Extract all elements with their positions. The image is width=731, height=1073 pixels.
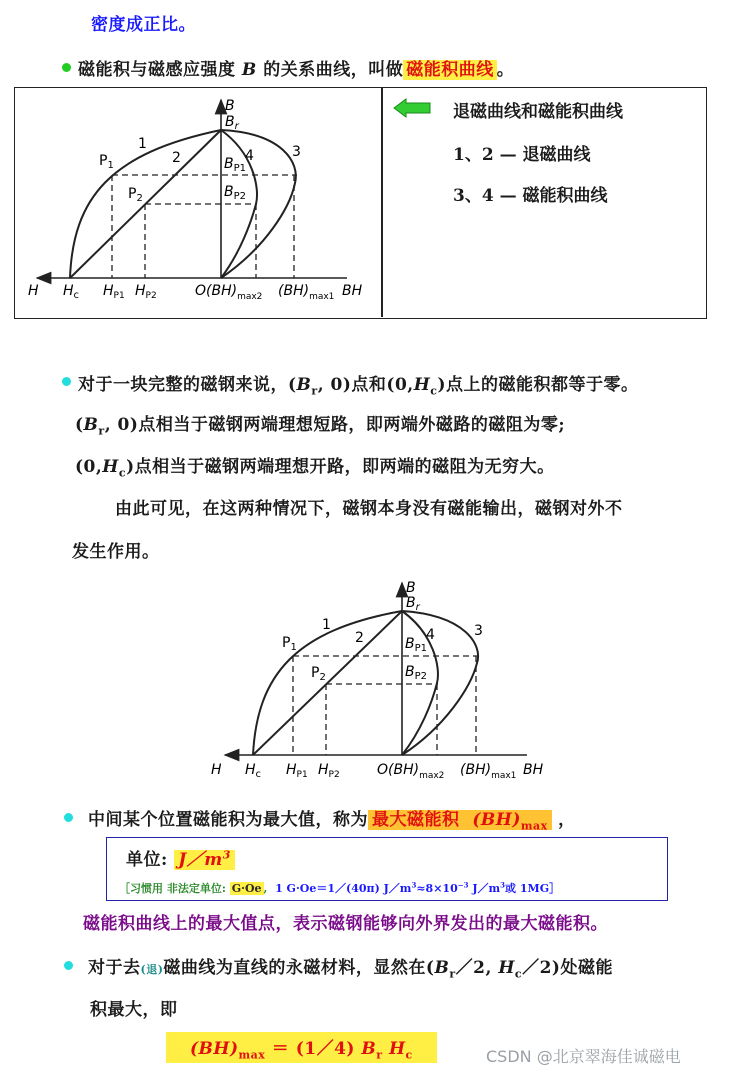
label-BH: BH (342, 283, 363, 299)
label-HP2: $H_{P2}$ (135, 283, 157, 301)
bullet-dot (64, 961, 73, 970)
diagram-divider (381, 87, 383, 317)
left-arrow-icon (392, 97, 432, 119)
label-BHmax1: $(BH)_{max1}$ (460, 762, 517, 781)
definition-line: 磁能积与磁感应强度 B 的关系曲线，叫做 磁能积曲线 。 (78, 60, 515, 80)
watermark: CSDN @北京翠海佳诚磁电 (486, 1047, 681, 1066)
max-product-highlight: 最大磁能积 $(BH)_{max}$ (368, 810, 552, 830)
label-B: B (406, 580, 416, 596)
label-BHmax1: $(BH)_{max1}$ (278, 283, 335, 302)
label-HP1: $H_{P1}$ (286, 762, 308, 780)
para1-line5: 发生作用。 (72, 542, 160, 562)
formula-box: $(BH)_{max}$ ＝ (1／4) $B_r$ $H_c$ (166, 1032, 437, 1063)
demagnetization-chart-1 (15, 88, 381, 316)
para1-line1: 对于一块完整的磁钢来说，($B_r$, 0)点和$(0,H_c)$点上的磁能积都等于零。 (78, 375, 639, 398)
para1-line2: ($B_r$, 0)点相当于磁钢两端理想短路，即两端外磁路的磁阻为零; (75, 415, 566, 438)
label-origin: $O(BH)_{max2}$ (195, 283, 263, 302)
label-BP1: $B_{P1}$ (405, 636, 428, 654)
definition-highlight: 磁能积曲线 (403, 60, 497, 80)
para1-line3: $(0,H_c)$点相当于磁钢两端理想开路，即两端的磁阻为无穷大。 (75, 457, 555, 480)
legend-line-1: 1、2 — 退磁曲线 (453, 145, 591, 165)
label-BP2: $B_{P2}$ (405, 664, 428, 682)
bullet-dot (64, 813, 73, 822)
unit-line: 单位: $J/m^3$ (126, 845, 235, 870)
label-curve-3: 3 (474, 623, 483, 639)
label-H: H (211, 762, 222, 778)
legend-title: 退磁曲线和磁能积曲线 (453, 102, 623, 122)
label-Br: $B_r$ (406, 595, 420, 613)
bullet-dot (62, 377, 71, 386)
conclusion-text: 磁能积曲线上的最大值点，表示磁钢能够向外界发出的最大磁能积。 (83, 914, 608, 934)
label-B: B (225, 98, 235, 114)
label-curve-4: 4 (426, 627, 435, 643)
para2-line1: 对于去(退)磁曲线为直线的永磁材料，显然在($B_r/2$, $H_c/2$)处磁能 (88, 958, 613, 981)
label-HP2: $H_{P2}$ (318, 762, 340, 780)
label-P1: $P_1$ (282, 635, 297, 653)
label-curve-3: 3 (292, 144, 301, 160)
bullet-dot (62, 63, 71, 72)
label-Hc: $H_c$ (63, 283, 80, 301)
unit-note: ［习惯用 非法定单位: G·Oe , 1 G·Oe＝1／(40π) $J/m^3\approx 8\times 10^{-3}$ $J/m^3$或 1MG］ (119, 880, 561, 895)
label-BP1: $B_{P1}$ (224, 156, 247, 174)
label-Br: $B_r$ (225, 114, 239, 132)
label-H: H (28, 283, 39, 299)
label-curve-2: 2 (355, 630, 364, 646)
label-BP2: $B_{P2}$ (224, 184, 247, 202)
para2-line2: 积最大，即 (90, 1000, 178, 1020)
demagnetization-chart-2 (205, 575, 565, 787)
curve-3 (221, 130, 296, 278)
label-origin: $O(BH)_{max2}$ (377, 762, 445, 781)
label-P1: $P_1$ (99, 153, 114, 171)
unit-value: $J/m^3$ (174, 850, 235, 870)
para1-line4: 由此可见，在这两种情况下，磁钢本身没有磁能输出，磁钢对外不 (115, 499, 623, 519)
label-P2: $P_2$ (128, 186, 143, 204)
label-P2: $P_2$ (311, 665, 326, 683)
label-HP1: $H_{P1}$ (103, 283, 125, 301)
label-curve-1: 1 (322, 617, 331, 633)
label-curve-2: 2 (172, 150, 181, 166)
intro-text: 密度成正比。 (91, 15, 196, 35)
max-product-line: 中间某个位置磁能积为最大值，称为 最大磁能积 $(BH)_{max}$ ， (88, 810, 576, 833)
legend-line-2: 3、4 — 磁能积曲线 (453, 186, 608, 206)
label-Hc: $H_c$ (245, 762, 262, 780)
curve-3 (402, 611, 478, 755)
label-BH: BH (523, 762, 544, 778)
label-curve-4: 4 (245, 148, 254, 164)
label-curve-1: 1 (138, 136, 147, 152)
